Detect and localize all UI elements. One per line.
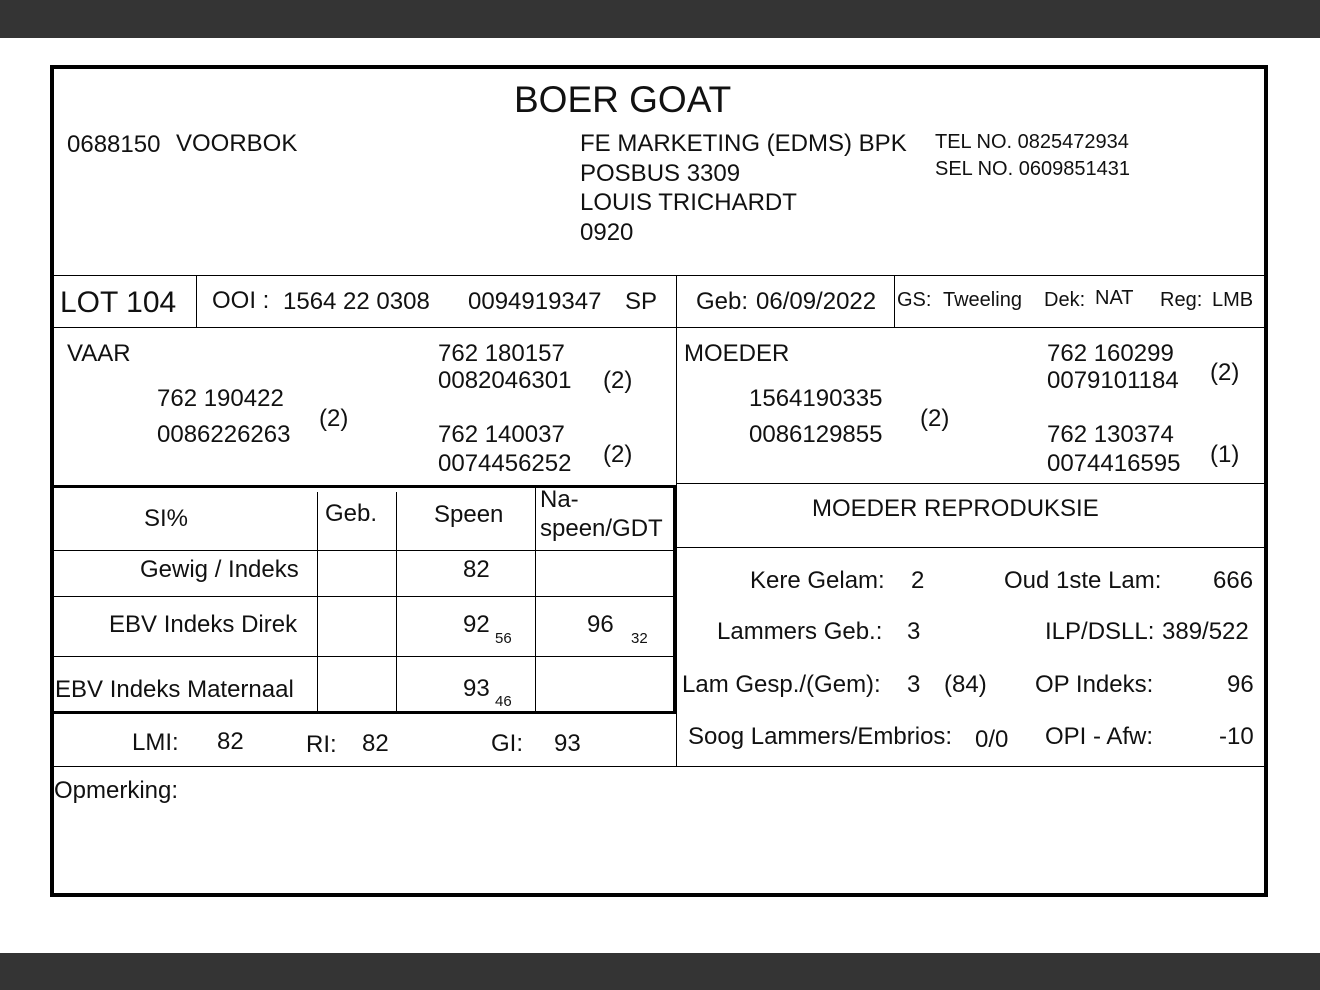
- ooi-number: 0094919347: [468, 288, 602, 315]
- kere-gelam-label: Kere Gelam:: [750, 567, 885, 594]
- row-gewig-label: Gewig / Indeks: [140, 556, 299, 583]
- seller-sel: SEL NO. 0609851431: [935, 158, 1130, 180]
- soog-label: Soog Lammers/Embrios:: [688, 723, 953, 750]
- top-letterbox-bar: [0, 0, 1320, 38]
- moeder-sire-number: 0079101184: [1047, 367, 1179, 394]
- geb-label: Geb:: [696, 288, 749, 315]
- divider-geb: [894, 275, 895, 327]
- op-label: OP Indeks:: [1035, 671, 1154, 698]
- moeder-dam-count: (1): [1210, 441, 1240, 468]
- oud-label: Oud 1ste Lam:: [1004, 567, 1162, 594]
- gs-label: GS:: [897, 289, 932, 311]
- row-maternaal-label: EBV Indeks Maternaal: [55, 676, 294, 703]
- vaar-sire-number: 0082046301: [438, 367, 572, 394]
- gi-label: GI:: [491, 730, 524, 757]
- moeder-id: 1564190335: [749, 385, 883, 412]
- lammers-value: 3: [907, 618, 921, 645]
- animal-id: 0688150: [67, 131, 161, 158]
- moeder-dam-number: 0074416595: [1047, 450, 1181, 477]
- row-direk-label: EBV Indeks Direk: [109, 611, 298, 638]
- opmerking-label: Opmerking:: [54, 777, 179, 804]
- moeder-label: MOEDER: [684, 340, 790, 367]
- lam-gesp-gem: (84): [944, 671, 987, 698]
- opi-label: OPI - Afw:: [1045, 723, 1154, 750]
- seller-tel: TEL NO. 0825472934: [935, 131, 1129, 153]
- row-direk-speen: 92: [463, 611, 490, 638]
- si-col-divider: [535, 488, 536, 714]
- row-direk-speen-sub: 56: [495, 630, 512, 647]
- seller-name: FE MARKETING (EDMS) BPK: [580, 130, 907, 157]
- ri-value: 82: [362, 730, 389, 757]
- seller-address1: POSBUS 3309: [580, 160, 741, 187]
- geb-header: Geb.: [325, 500, 378, 527]
- seller-address2: LOUIS TRICHARDT: [580, 189, 797, 216]
- kere-gelam-value: 2: [911, 567, 925, 594]
- seller-postcode: 0920: [580, 219, 634, 246]
- opi-value: -10: [1219, 723, 1254, 750]
- reg-label: Reg:: [1160, 289, 1203, 311]
- row-gewig-speen: 82: [463, 556, 490, 583]
- moeder-count: (2): [920, 405, 950, 432]
- lam-gesp-value: 3: [907, 671, 921, 698]
- speen-header: Speen: [434, 501, 504, 528]
- lam-gesp-label: Lam Gesp./(Gem):: [682, 671, 881, 698]
- animal-type: VOORBOK: [176, 130, 298, 157]
- vaar-dam-count: (2): [603, 441, 633, 468]
- dek-label: Dek:: [1044, 289, 1086, 311]
- bottom-letterbox-bar: [0, 953, 1320, 990]
- naspeen-header-line1: Na-: [540, 486, 579, 513]
- vaar-dam-number: 0074456252: [438, 450, 572, 477]
- vaar-sire-count: (2): [603, 367, 633, 394]
- divider-info-bottom: [54, 327, 1264, 328]
- divider-reproduksie-header: [676, 547, 1264, 548]
- gi-value: 93: [554, 730, 581, 757]
- si-table: [54, 485, 676, 714]
- ooi-value: 1564 22 0308: [283, 288, 430, 315]
- ooi-code: SP: [625, 288, 658, 315]
- ilp-label: ILP/DSLL:: [1045, 618, 1155, 645]
- moeder-dam-id: 762 130374: [1047, 421, 1174, 448]
- soog-value: 0/0: [975, 726, 1009, 753]
- reg-value: LMB: [1212, 289, 1254, 311]
- divider-pedigree-bottom-right: [676, 483, 1264, 484]
- moeder-number: 0086129855: [749, 421, 883, 448]
- vaar-sire-id: 762 180157: [438, 340, 565, 367]
- reproduksie-title: MOEDER REPRODUKSIE: [812, 495, 1099, 522]
- ri-label: RI:: [306, 731, 337, 758]
- vaar-number: 0086226263: [157, 421, 291, 448]
- si-header: SI%: [144, 505, 189, 532]
- divider-indices-bottom: [54, 766, 1264, 767]
- oud-value: 666: [1213, 567, 1254, 594]
- ooi-label: OOI :: [212, 287, 270, 314]
- row-direk-naspeen-sub: 32: [631, 630, 648, 647]
- si-row-divider: [54, 550, 673, 551]
- lammers-label: Lammers Geb.:: [717, 618, 883, 645]
- op-value: 96: [1227, 671, 1254, 698]
- si-col-divider: [396, 492, 397, 714]
- moeder-sire-count: (2): [1210, 359, 1240, 386]
- ilp-value: 389/522: [1162, 618, 1249, 645]
- dek-value: NAT: [1095, 287, 1134, 309]
- lot-card: [50, 65, 1268, 897]
- row-maternaal-speen: 93: [463, 675, 490, 702]
- vaar-label: VAAR: [67, 340, 131, 367]
- divider-ooi: [676, 275, 677, 327]
- lmi-label: LMI:: [132, 729, 179, 756]
- divider-info-top: [54, 275, 1264, 276]
- vaar-dam-id: 762 140037: [438, 421, 565, 448]
- moeder-sire-id: 762 160299: [1047, 340, 1174, 367]
- si-col-divider: [317, 492, 318, 714]
- vaar-id: 762 190422: [157, 385, 284, 412]
- vaar-count: (2): [319, 405, 349, 432]
- row-maternaal-speen-sub: 46: [495, 693, 512, 710]
- naspeen-header-line2: speen/GDT: [540, 515, 663, 542]
- gs-value: Tweeling: [943, 289, 1022, 311]
- si-row-divider: [54, 596, 673, 597]
- lmi-value: 82: [217, 728, 244, 755]
- divider-lot: [196, 275, 197, 327]
- card-title: BOER GOAT: [514, 79, 732, 120]
- lot-number: LOT 104: [60, 286, 177, 319]
- geb-value: 06/09/2022: [756, 288, 877, 315]
- row-direk-naspeen: 96: [587, 611, 614, 638]
- si-row-divider: [54, 656, 673, 657]
